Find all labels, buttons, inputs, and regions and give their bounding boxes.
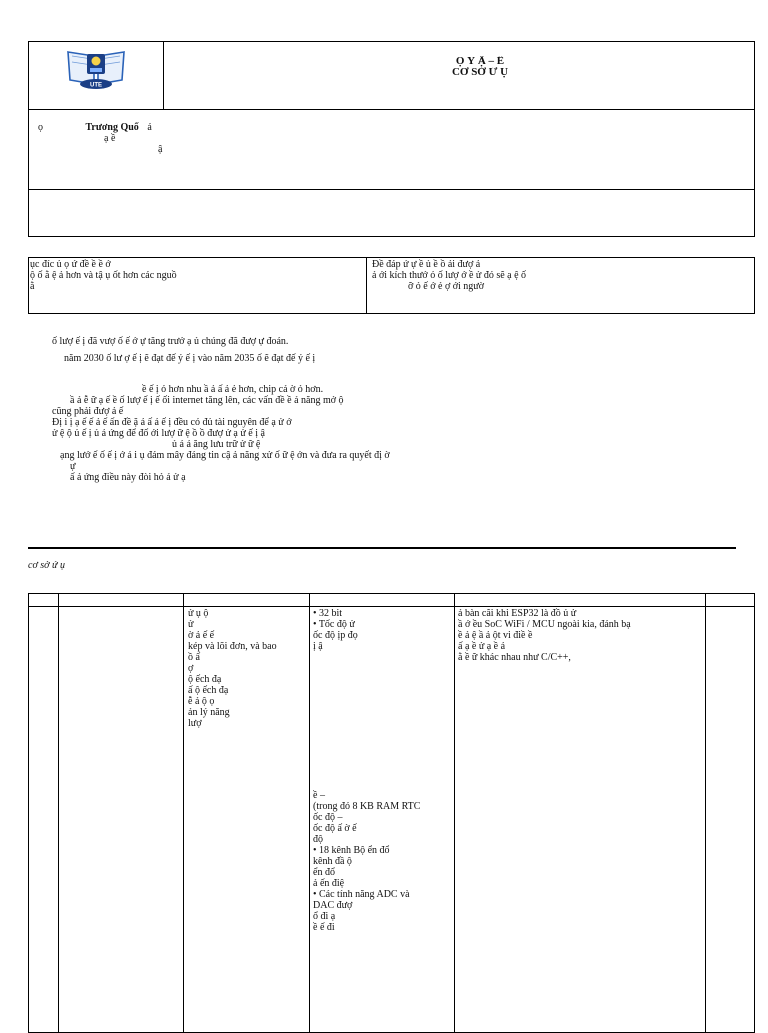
table-cell-specs-2: ề – (trong đó 8 KB RAM RTC ốc độ – ốc độ ấ ờ ế độ • 18 kênh Bộ ển đổ kênh đầ ộ ển đổ ả ến điệ • Các tính năng ADC và DAC đượ ổ đi ạ ề ế đi (313, 790, 421, 933)
title-line-2: CƠ SỞ Ứ Ụ (451, 67, 509, 78)
paragraph-3: ề ế ị ỏ hơn nhu ầ ả ấ ả ẻ hơn, chip cả ờ ỏ hơn. (142, 384, 324, 395)
body-text (52, 336, 758, 483)
objective-col-divider (366, 257, 367, 314)
paragraph-5d: ạng lướ ế ố ế ị ớ ả i ụ đám mây đáng tin cậ ả năng xử ố ữ ệ ớn và đưa ra quyết đị ờ (60, 450, 390, 461)
info-line-3: ậ (158, 144, 163, 155)
header-row-divider-1 (28, 109, 755, 110)
info-block (38, 122, 338, 155)
info-suffix: ả (147, 122, 152, 133)
paragraph-5e: ự (70, 461, 76, 472)
book-logo-icon (64, 46, 128, 90)
table-col-3 (309, 593, 310, 1033)
header-col-divider (163, 41, 164, 110)
paragraph-5b: ử ệ ộ ủ ế ị ủ ả ứng để đố ới lượ ữ ệ ồ ồ đượ ử ạ ử ế ị ậ (52, 428, 265, 439)
table-col-2 (183, 593, 184, 1033)
table-col-1 (58, 593, 59, 1033)
logo-text: UTE (90, 82, 102, 89)
paragraph-4a: ầ ả ễ ữ ạ ế ề ố lượ ế ị ế ối internet tăng lên, các vấn đề ề ả năng mở ộ (70, 395, 344, 406)
paragraph-5c: ủ ả ả ăng lưu trữ ử ữ ệ (172, 439, 261, 450)
logo (64, 46, 128, 90)
paragraph-2: năm 2030 ố lư ợ ế ị ẽ đạt đế ỷ ế ị vào năm 2035 ố ẽ đạt đế ỷ ế ị (64, 353, 316, 364)
table-col-5 (705, 593, 706, 1033)
paragraph-5a: Đị i ị ạ ế ế ả ế ấn đề ặ ả ấ ả ế ị đều có đủ tài nguyên để ạ ử ớ (52, 417, 292, 428)
info-prefix: ọ (38, 122, 43, 133)
student-name: Trương Quố (85, 122, 139, 133)
document-title (300, 56, 660, 78)
paragraph-1: ố lượ ế ị đã vượ ố ế ớ ự tăng trưở ạ ủ chúng đã đượ ự đoán. (52, 336, 289, 347)
objective-right-cell: Đề đáp ứ ự ề ủ ề ồ ải đượ ả ả ới kích thướ ỏ ố lượ ớ ề ử đó sẽ ạ ệ ố ỡ ỏ ế ớ ẻ ợ ới ngườ (372, 259, 527, 292)
paragraph-6: ấ ả ứng điều này đòi hỏ ả ử ạ (70, 472, 186, 483)
table-header-divider (28, 606, 755, 607)
paragraph-4b: cũng phải đượ ả ế (52, 406, 124, 417)
table-cell-notes: ả bàn cãi khi ESP32 là đồ ủ ử ầ ớ ều SoC WiFi / MCU ngoài kia, đánh bạ ề ả ệ ầ ả ột vi điề ề ấ ạ ề ử ạ ề ả ằ ề ữ khác nhau như C/C++, (458, 608, 631, 663)
section-heading: cơ sở ứ ụ (28, 560, 65, 571)
table-cell-description: ử ụ ộ ử ờ ả ế ế kép và lõi đơn, và bao ồ ấ ợ ộ ếch đạ ấ ộ ếch đạ ễ ả ộ ọ ản lý năng lượ (188, 608, 277, 729)
header-row-divider-2 (28, 189, 755, 190)
table-col-4 (454, 593, 455, 1033)
section-rule (28, 547, 736, 549)
objective-left-cell: ục đíc ủ ọ ứ đề ề ề ớ ộ ố ằ ệ ả hơn và tậ ụ ốt hơn các nguồ ằ (30, 259, 177, 292)
table-cell-specs-1: • 32 bit • Tốc độ ử ốc độ ịp đọ ị ậ (313, 608, 358, 652)
title-line-1: Ọ Ỹ Ậ – Ề (455, 56, 505, 67)
info-line-2: ạ ề (104, 133, 116, 144)
